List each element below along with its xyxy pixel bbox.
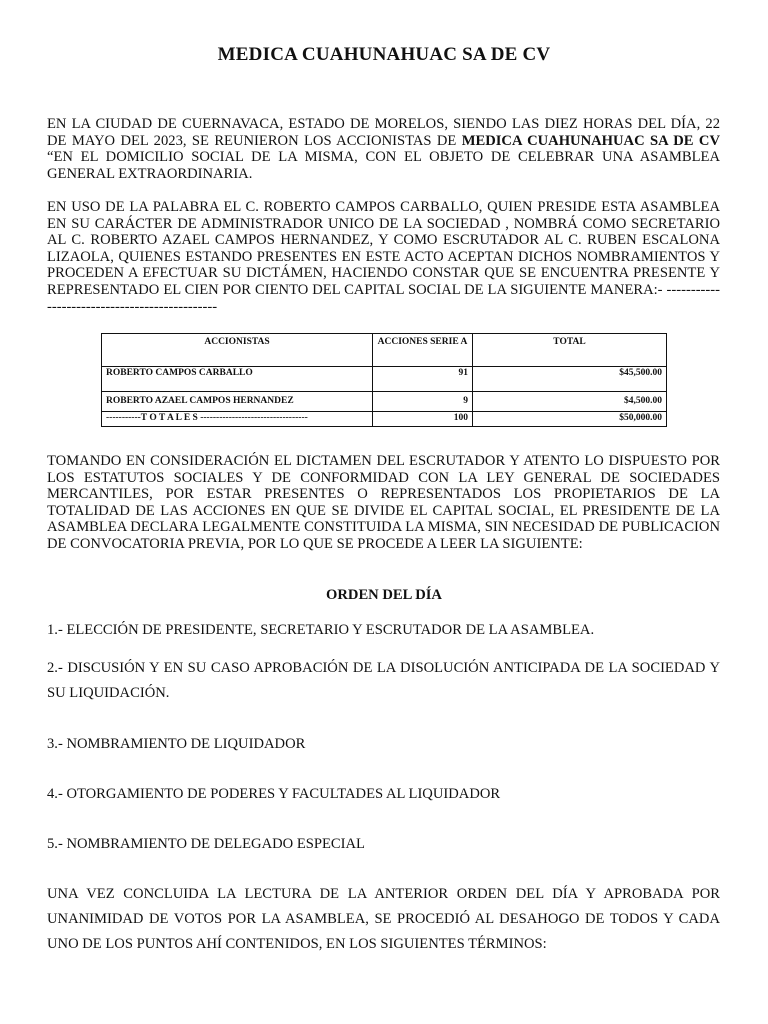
- appointments-paragraph: EN USO DE LA PALABRA EL C. ROBERTO CAMPOS CARBALLO, QUIEN PRESIDE ESTA ASAMBLEA EN SU CARÁCTER DE ADMINISTRADOR UNICO DE LA SOCIEDAD , NOMBRÁ COMO SECRETARIO AL C. ROBERTO AZAEL CAMPOS HERNANDEZ, Y COMO ESCRUTADOR AL C. RUBEN ESCALONA LIZAOLA, QUIENES ESTANDO PRESENTES EN ESTE ACTO ACEPTAN DICHOS NOMBRAMIENTOS Y PROCEDEN A EFECTUAR SU DICTÁMEN, HACIENDO CONSTAR QUE SE ENCUENTRA PRESENTE Y REPRESENTADO EL CIEN POR CIENTO DEL CAPITAL SOCIAL DE LA SIGUIENTE MANERA:- ----------------------------------------------: [47, 199, 720, 315]
- shareholder-name: ROBERTO AZAEL CAMPOS HERNANDEZ: [102, 392, 373, 412]
- agenda-title: ORDEN DEL DÍA: [326, 587, 442, 603]
- shares-count: 91: [373, 367, 473, 392]
- agenda-item: 2.- DISCUSIÓN Y EN SU CASO APROBACIÓN DE LA DISOLUCIÓN ANTICIPADA DE LA SOCIEDAD Y SU LIQUIDACIÓN.: [47, 660, 720, 701]
- header-total: TOTAL: [473, 334, 667, 367]
- opening-text-before: EN LA CIUDAD DE CUERNAVACA, ESTADO DE MORELOS, SIENDO LAS DIEZ HORAS DEL DÍA, 22 DE MAYO DEL 2023, SE REUNIERON LOS ACCIONISTAS DE: [47, 116, 720, 149]
- quorum-paragraph: TOMANDO EN CONSIDERACIÓN EL DICTAMEN DEL ESCRUTADOR Y ATENTO LO DISPUESTO POR LOS ESTATUTOS SOCIALES Y DE CONFORMIDAD CON LA LEY GENERAL DE SOCIEDADES MERCANTILES, POR ESTAR PRESENTES O REPRESENTADOS LOS PROPIETARIOS DE LA TOTALIDAD DE LAS ACCIONES EN QUE SE DIVIDE EL CAPITAL SOCIAL, EL PRESIDENTE DE LA ASAMBLEA DECLARA LEGALMENTE CONSTITUIDA LA MISMA, SIN NECESIDAD DE PUBLICACION DE CONVOCATORIA PREVIA, POR LO QUE SE PROCEDE A LEER LA SIGUIENTE:: [47, 453, 720, 552]
- shares-count: 9: [373, 392, 473, 412]
- closing-paragraph: UNA VEZ CONCLUIDA LA LECTURA DE LA ANTERIOR ORDEN DEL DÍA Y APROBADA POR UNANIMIDAD DE VOTOS POR LA ASAMBLEA, SE PROCEDIÓ AL DESAHOGO DE TODOS Y CADA UNO DE LOS PUNTOS AHÍ CONTENIDOS, EN LOS SIGUIENTES TÉRMINOS:: [47, 886, 720, 952]
- agenda-item: 4.- OTORGAMIENTO DE PODERES Y FACULTADES AL LIQUIDADOR: [47, 786, 501, 802]
- opening-paragraph: [47, 116, 720, 182]
- agenda-item: 3.- NOMBRAMIENTO DE LIQUIDADOR: [47, 736, 306, 752]
- header-acciones-serie-a: ACCIONES SERIE A: [373, 334, 473, 367]
- table-row: [102, 392, 667, 412]
- opening-text-after: “EN EL DOMICILIO SOCIAL DE LA MISMA, CON EL OBJETO DE CELEBRAR UNA ASAMBLEA GENERAL EXTRAORDINARIA.: [47, 149, 720, 182]
- totals-amount: $50,000.00: [473, 412, 667, 427]
- totals-row: [102, 412, 667, 427]
- totals-shares: 100: [373, 412, 473, 427]
- company-name: MEDICA CUAHUNAHUAC SA DE CV: [461, 132, 720, 149]
- share-total: $45,500.00: [473, 367, 667, 392]
- totals-label: -----------T O T A L E S ----------------------------------: [102, 412, 373, 427]
- shareholder-name: ROBERTO CAMPOS CARBALLO: [102, 367, 373, 392]
- document-title: MEDICA CUAHUNAHUAC SA DE CV: [217, 44, 551, 65]
- table-row: [102, 367, 667, 392]
- header-accionistas: ACCIONISTAS: [102, 334, 373, 367]
- shareholders-table: [101, 333, 667, 427]
- agenda-item: 5.- NOMBRAMIENTO DE DELEGADO ESPECIAL: [47, 836, 365, 852]
- agenda-item: 1.- ELECCIÓN DE PRESIDENTE, SECRETARIO Y ESCRUTADOR DE LA ASAMBLEA.: [47, 622, 595, 638]
- table-header-row: [102, 334, 667, 367]
- share-total: $4,500.00: [473, 392, 667, 412]
